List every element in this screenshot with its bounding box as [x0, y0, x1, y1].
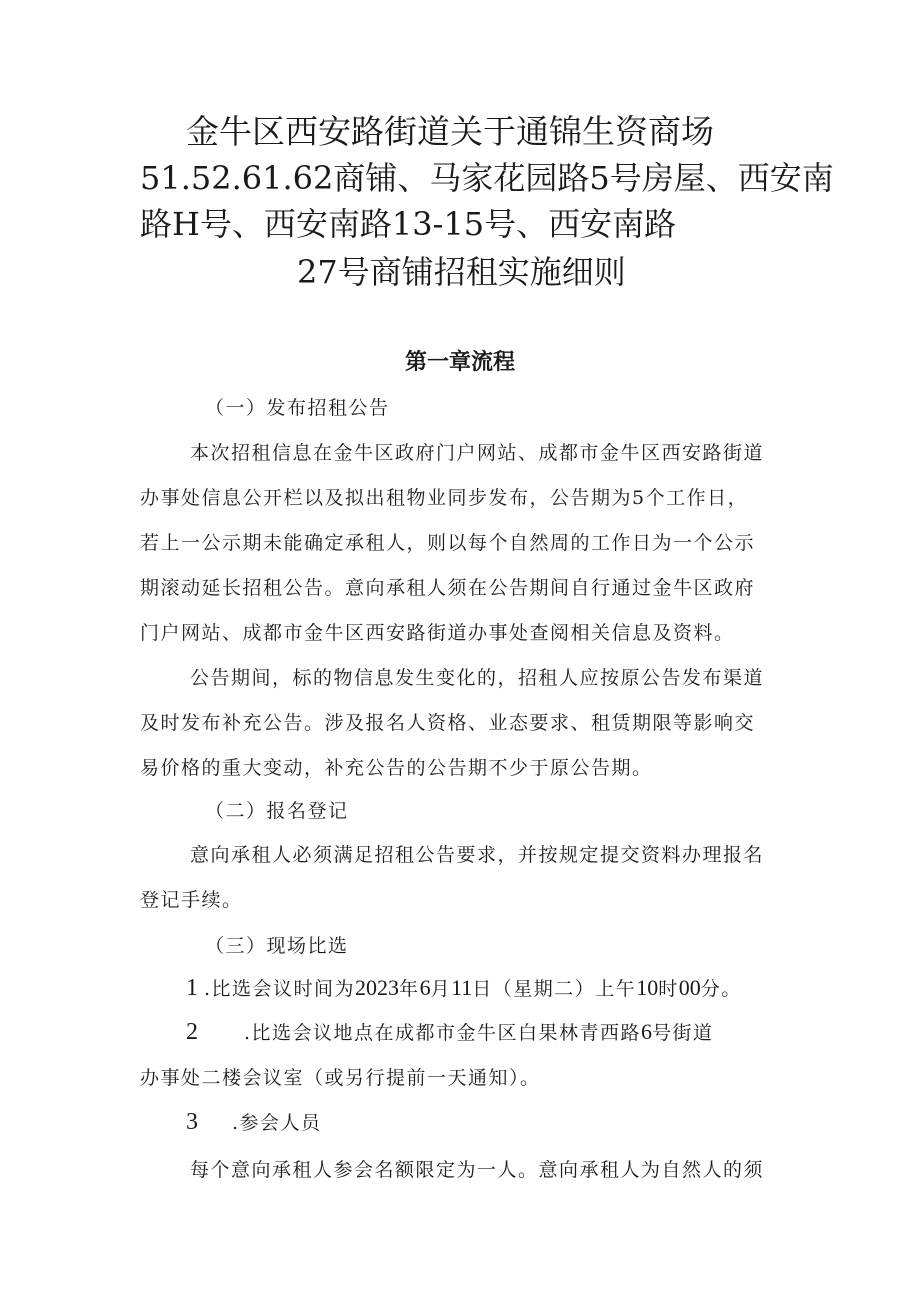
- paragraph-line: 期滚动延长招租公告。意向承租人须在公告期间自行通过金牛区政府: [140, 577, 756, 599]
- list-text: 年: [399, 978, 420, 1000]
- list-item-1: [186, 973, 742, 1004]
- list-text: 日（星期二）上午: [472, 978, 637, 1000]
- list-text: 号街道: [652, 1022, 714, 1044]
- paragraph-line: 易价格的重大变动，补充公告的公告期不少于原公告期。: [140, 757, 653, 779]
- chapter-heading: 第一章流程: [404, 350, 515, 375]
- road-number: 6: [641, 1019, 653, 1044]
- paragraph-line: 意向承租人必须满足招租公告要求，并按规定提交资料办理报名: [190, 844, 765, 866]
- paragraph-line: 若上一公示期未能确定承租人，则以每个自然周的工作日为一个公示: [140, 532, 756, 554]
- paragraph-line: 每个意向承租人参会名额限定为一人。意向承租人为自然人的须: [190, 1159, 765, 1181]
- paragraph-line: 公告期间，标的物信息发生变化的，招租人应按原公告发布渠道: [190, 667, 765, 689]
- title-line-3: 路H号、西安南路13-15号、西安南路: [140, 205, 677, 243]
- title-line-4: 27号商铺招租实施细则: [297, 253, 626, 291]
- title-line-2: 51.52.61.62商铺、马家花园路5号房屋、西安南: [140, 159, 834, 197]
- list-number: 2: [186, 1019, 198, 1045]
- paragraph-line: 登记手续。: [140, 889, 243, 911]
- list-item-3: [186, 1107, 322, 1138]
- hour-value: 10: [636, 975, 659, 1000]
- paragraph-line: 办事处信息公开栏以及拟出租物业同步发布，公告期为5个工作日，: [140, 487, 749, 509]
- paragraph-line: 办事处二楼会议室（或另行提前一天通知）。: [140, 1067, 541, 1089]
- list-text: 月: [430, 978, 452, 1000]
- paragraph-line: 本次招租信息在金牛区政府门户网站、成都市金牛区西安路街道: [190, 442, 765, 464]
- list-number: 3: [186, 1109, 198, 1135]
- title-line-1: 金牛区西安路街道关于通锦生资商场: [186, 112, 714, 151]
- section-heading: （一）发布招租公告: [205, 397, 390, 419]
- section-heading: （三）现场比选: [205, 935, 349, 957]
- list-item-2: [186, 1017, 714, 1048]
- section-heading: （二）报名登记: [205, 800, 349, 822]
- minute-value: 00: [678, 975, 701, 1000]
- month-value: 6: [419, 975, 431, 1000]
- paragraph-line: 门户网站、成都市金牛区西安路街道办事处查阅相关信息及资料。: [140, 622, 735, 644]
- list-text: .比选会议地点在成都市金牛区白果林青西路: [244, 1022, 642, 1044]
- list-text: .参会人员: [232, 1112, 322, 1134]
- list-text: .比选会议时间为: [204, 978, 356, 1000]
- list-text: 时: [658, 978, 679, 1000]
- paragraph-line: 及时发布补充公告。涉及报名人资格、业态要求、租赁期限等影响交: [140, 712, 756, 734]
- list-text: 分。: [700, 978, 742, 1000]
- year-value: 2023: [355, 975, 400, 1000]
- list-number: 1: [186, 975, 198, 1001]
- day-value: 11: [451, 975, 473, 1000]
